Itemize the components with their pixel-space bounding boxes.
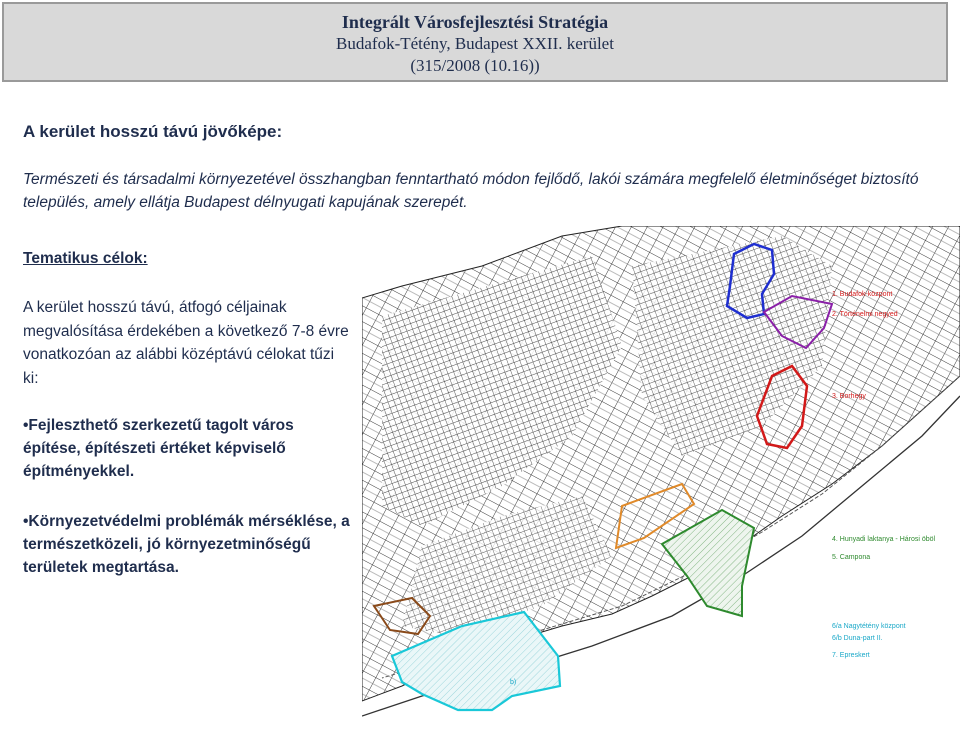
thematic-title: Tematikus célok: [23,250,148,267]
map-label-3: 3. Borhegy [832,393,866,400]
map-label-1: 1. Budafok-központ [832,291,893,298]
map-label-6b: 6/b Duna-part II. [832,635,883,642]
header-subtitle: Budafok-Tétény, Budapest XXII. kerület [336,34,614,53]
vision-text: Természeti és társadalmi környezetével összhangban fenntartható módon fejlődő, lakói számára megfelelő életminőséget biztosító település, amely ellátja Budapest délnyugati kapujának szerepét. [23,171,919,211]
map-label-5: 5. Campona [832,554,871,561]
map-label-2: 2. Történelmi negyed [832,311,898,318]
thematic-intro: A kerület hosszú távú, átfogó céljainak megvalósítása érdekében a következő 7-8 évre vonatkozóan az alábbi középtávú célokat tűzi ki: [23,299,349,387]
thematic-bullet-2: •Környezetvédelmi problémák mérséklése, a természetközeli, jó környezetminőségű területek megtartása. [23,513,350,576]
vision-heading: A kerület hosszú távú jövőképe: [23,122,283,141]
map-label-4: 4. Hunyadi laktanya - Hárosi öböl [832,536,936,543]
header-title: Integrált Városfejlesztési Stratégia [341,12,609,32]
district-map [362,226,960,736]
document-header [2,2,948,82]
map-label-b: b) [510,679,517,686]
header-reference: (315/2008 (10.16)) [410,56,540,75]
map-label-6a: 6/a Nagytétény központ [832,623,906,630]
thematic-bullet-1: •Fejleszthető szerkezetű tagolt város építése, építészeti értéket képviselő építményekkel. [23,417,294,480]
map-label-7: 7. Epreskert [832,652,870,659]
